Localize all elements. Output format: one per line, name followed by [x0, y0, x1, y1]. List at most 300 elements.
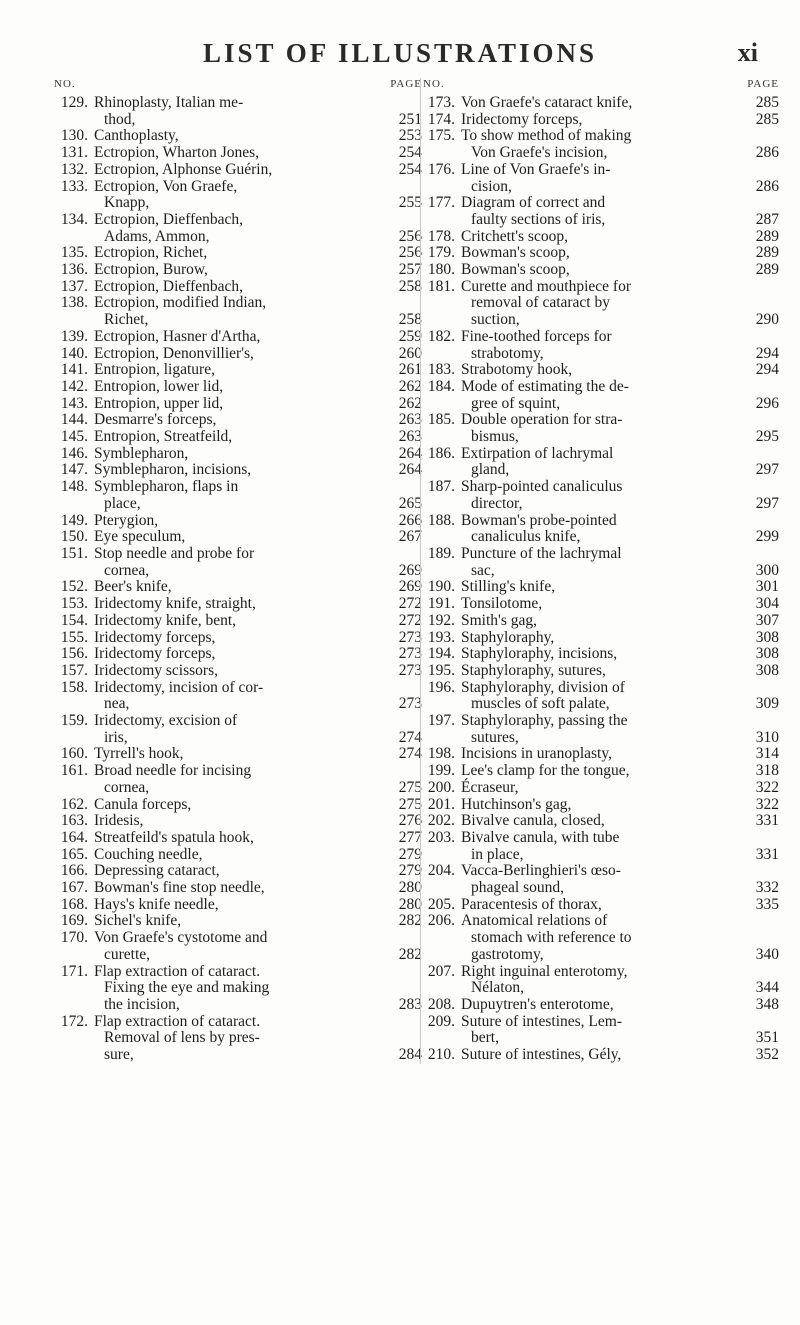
caption-line: Mode of estimating the de- — [461, 377, 629, 395]
list-item — [421, 513, 779, 546]
list-item — [421, 780, 779, 797]
figure-caption — [461, 613, 743, 630]
figure-caption — [461, 596, 743, 613]
figure-number: 160. — [60, 745, 88, 763]
page-reference: 300 — [755, 561, 779, 579]
list-item — [52, 279, 422, 296]
figure-caption — [94, 95, 386, 128]
list-item — [52, 713, 422, 746]
caption-line: Tyrrell's hook, — [94, 745, 184, 763]
figure-caption — [461, 713, 743, 746]
page-reference: 285 — [755, 94, 779, 111]
figure-number: 181. — [427, 277, 455, 295]
figure-number: 142. — [60, 377, 88, 395]
page-reference: 280 — [398, 895, 422, 913]
caption-line: Entropion, lower lid, — [94, 377, 224, 395]
caption-line: Ectropion, Wharton Jones, — [94, 144, 260, 162]
page-reference: 299 — [755, 528, 779, 546]
figure-caption — [94, 763, 386, 796]
page-reference: 280 — [398, 879, 422, 897]
figure-number: 182. — [427, 327, 455, 345]
figure-caption — [461, 195, 743, 228]
figure-number: 201. — [427, 795, 455, 813]
list-item — [421, 613, 779, 630]
page-reference: 307 — [755, 611, 779, 629]
figure-caption — [94, 746, 386, 763]
list-item — [421, 362, 779, 379]
list-item — [52, 880, 422, 897]
figure-caption — [461, 680, 743, 713]
caption-line: Sharp-pointed canaliculus — [461, 478, 623, 496]
caption-line: Flap extraction of cataract. — [94, 962, 261, 980]
page-header — [0, 32, 800, 72]
figure-number: 178. — [427, 227, 455, 245]
page-reference: 274 — [398, 745, 422, 763]
figure-number: 208. — [427, 995, 455, 1013]
list-item — [421, 446, 779, 479]
list-item — [52, 897, 422, 914]
caption-line: cornea, — [104, 778, 150, 796]
page-reference: 289 — [755, 261, 779, 279]
page-reference: 294 — [755, 344, 779, 362]
figure-caption — [94, 379, 386, 396]
list-item — [52, 245, 422, 262]
figure-number: 190. — [427, 578, 455, 596]
page-reference: 253 — [398, 127, 422, 145]
figure-caption — [461, 379, 743, 412]
figure-caption — [461, 964, 743, 997]
page-reference: 273 — [398, 628, 422, 646]
caption-line: Ectropion, Dieffenbach, — [94, 210, 244, 228]
page-reference: 279 — [398, 862, 422, 880]
figure-caption — [461, 513, 743, 546]
page-number: xi — [737, 38, 758, 67]
list-item — [421, 596, 779, 613]
figure-number: 149. — [60, 511, 88, 529]
caption-line: Richet, — [104, 311, 149, 329]
caption-line: Staphyloraphy, division of — [461, 678, 625, 696]
figure-caption — [461, 479, 743, 512]
figure-caption — [94, 162, 386, 179]
caption-line: To show method of making — [461, 127, 632, 145]
page-reference: 273 — [398, 695, 422, 713]
column-header-no: NO. — [423, 78, 445, 90]
caption-line: Line of Von Graefe's in- — [461, 160, 611, 178]
figure-number: 132. — [60, 160, 88, 178]
figure-number: 196. — [427, 678, 455, 696]
page-reference: 263 — [398, 428, 422, 446]
caption-line: Symblepharon, incisions, — [94, 461, 252, 479]
list-item — [421, 680, 779, 713]
figure-number: 187. — [427, 478, 455, 496]
figure-number: 143. — [60, 394, 88, 412]
figure-caption — [94, 613, 386, 630]
caption-line: Tonsilotome, — [461, 595, 543, 613]
caption-line: Anatomical relations of — [461, 912, 608, 930]
caption-line: Iridectomy, excision of — [94, 712, 238, 730]
page-reference: 251 — [398, 110, 422, 128]
page-reference: 289 — [755, 227, 779, 245]
figure-number: 156. — [60, 645, 88, 663]
caption-line: Bowman's scoop, — [461, 261, 570, 279]
figure-number: 186. — [427, 444, 455, 462]
caption-line: thod, — [104, 110, 136, 128]
caption-line: bismus, — [471, 428, 519, 446]
page-reference: 297 — [755, 461, 779, 479]
caption-line: Symblepharon, flaps in — [94, 478, 239, 496]
list-item — [52, 295, 422, 328]
figure-caption — [461, 95, 743, 112]
figure-number: 170. — [60, 929, 88, 947]
figure-caption — [461, 746, 743, 763]
figure-caption — [94, 446, 386, 463]
figure-number: 162. — [60, 795, 88, 813]
caption-line: strabotomy, — [471, 344, 544, 362]
figure-number: 133. — [60, 177, 88, 195]
page-reference: 348 — [755, 995, 779, 1013]
figure-caption — [94, 596, 386, 613]
caption-line: Bivalve canula, closed, — [461, 812, 605, 830]
page-reference: 254 — [398, 160, 422, 178]
page-reference: 283 — [398, 995, 422, 1013]
caption-line: Von Graefe's cataract knife, — [461, 94, 633, 111]
list-item — [52, 412, 422, 429]
figure-caption — [461, 245, 743, 262]
page-reference: 257 — [398, 261, 422, 279]
page-reference: 331 — [755, 845, 779, 863]
list-item — [421, 997, 779, 1014]
caption-line: Fine-toothed forceps for — [461, 327, 612, 345]
caption-line: canaliculus knife, — [471, 528, 581, 546]
page-reference: 272 — [398, 611, 422, 629]
list-item — [52, 262, 422, 279]
figure-caption — [461, 262, 743, 279]
page-reference: 255 — [398, 194, 422, 212]
caption-line: Depressing cataract, — [94, 862, 220, 880]
caption-line: muscles of soft palate, — [471, 695, 610, 713]
page-reference: 269 — [398, 578, 422, 596]
caption-line: Flap extraction of cataract. — [94, 1012, 261, 1030]
list-item — [421, 579, 779, 596]
caption-line: Hutchinson's gag, — [461, 795, 572, 813]
figure-caption — [94, 279, 386, 296]
page-reference: 318 — [755, 762, 779, 780]
page-reference: 294 — [755, 361, 779, 379]
figure-caption — [94, 880, 386, 897]
list-item — [421, 195, 779, 228]
list-item — [52, 813, 422, 830]
list-item — [52, 930, 422, 963]
figure-caption — [461, 162, 743, 195]
figure-caption — [94, 329, 386, 346]
list-item — [52, 913, 422, 930]
list-item — [421, 245, 779, 262]
figure-caption — [94, 179, 386, 212]
caption-line: removal of cataract by — [471, 294, 610, 312]
figure-number: 195. — [427, 661, 455, 679]
figure-number: 191. — [427, 595, 455, 613]
list-item — [421, 112, 779, 129]
caption-line: Iridectomy scissors, — [94, 661, 218, 679]
page-reference: 277 — [398, 828, 422, 846]
list-item — [52, 830, 422, 847]
caption-line: Iridesis, — [94, 812, 144, 830]
list-item — [421, 229, 779, 246]
figure-caption — [461, 897, 743, 914]
caption-line: Ectropion, Alphonse Guérin, — [94, 160, 273, 178]
figure-caption — [94, 630, 386, 647]
caption-line: bert, — [471, 1029, 499, 1047]
caption-line: Adams, Ammon, — [104, 227, 210, 245]
column-header-no: NO. — [54, 78, 76, 90]
caption-line: Bowman's fine stop needle, — [94, 879, 265, 897]
figure-number: 136. — [60, 261, 88, 279]
page-reference: 273 — [398, 645, 422, 663]
figure-number: 147. — [60, 461, 88, 479]
figure-caption — [461, 112, 743, 129]
page-reference: 286 — [755, 144, 779, 162]
figure-number: 165. — [60, 845, 88, 863]
page-reference: 297 — [755, 494, 779, 512]
figure-caption — [94, 897, 386, 914]
caption-line: Dupuytren's enterotome, — [461, 995, 614, 1013]
caption-line: Critchett's scoop, — [461, 227, 568, 245]
figure-number: 153. — [60, 595, 88, 613]
caption-line: Hays's knife needle, — [94, 895, 219, 913]
figure-caption — [461, 830, 743, 863]
list-item — [52, 646, 422, 663]
caption-line: gland, — [471, 461, 510, 479]
caption-line: Iridectomy knife, bent, — [94, 611, 237, 629]
figure-number: 197. — [427, 712, 455, 730]
page-reference: 275 — [398, 778, 422, 796]
figure-number: 207. — [427, 962, 455, 980]
page-reference: 254 — [398, 144, 422, 162]
list-item — [421, 663, 779, 680]
figure-number: 198. — [427, 745, 455, 763]
page-reference: 269 — [398, 561, 422, 579]
caption-line: Nélaton, — [471, 979, 524, 997]
figure-number: 199. — [427, 762, 455, 780]
caption-line: Ectropion, Burow, — [94, 261, 208, 279]
figure-number: 141. — [60, 361, 88, 379]
figure-caption — [461, 329, 743, 362]
list-item — [52, 847, 422, 864]
figure-caption — [94, 930, 386, 963]
figure-caption — [461, 446, 743, 479]
figure-number: 205. — [427, 895, 455, 913]
caption-line: Staphyloraphy, passing the — [461, 712, 628, 730]
list-item — [421, 329, 779, 362]
figure-caption — [94, 1014, 386, 1064]
caption-line: Ectropion, Richet, — [94, 244, 208, 262]
list-item — [52, 529, 422, 546]
list-item — [52, 746, 422, 763]
page-reference: 272 — [398, 595, 422, 613]
page-reference: 282 — [398, 912, 422, 930]
caption-line: Bowman's probe-pointed — [461, 511, 617, 529]
caption-line: Broad needle for incising — [94, 762, 252, 780]
caption-line: Extirpation of lachrymal — [461, 444, 614, 462]
caption-line: Canthoplasty, — [94, 127, 179, 145]
caption-line: phageal sound, — [471, 879, 564, 897]
caption-line: Iridectomy, incision of cor- — [94, 678, 264, 696]
list-item — [52, 128, 422, 145]
figure-number: 131. — [60, 144, 88, 162]
list-item — [421, 1047, 779, 1064]
page-reference: 279 — [398, 845, 422, 863]
caption-line: Double operation for stra- — [461, 411, 623, 429]
figure-caption — [94, 680, 386, 713]
figure-caption — [94, 847, 386, 864]
list-item — [421, 913, 779, 963]
column-header-page: PAGE — [390, 78, 422, 90]
list-item — [52, 379, 422, 396]
figure-number: 202. — [427, 812, 455, 830]
list-item — [421, 379, 779, 412]
page-reference: 340 — [755, 945, 779, 963]
figure-caption — [94, 346, 386, 363]
figure-number: 146. — [60, 444, 88, 462]
figure-caption — [94, 663, 386, 680]
page-reference: 256 — [398, 227, 422, 245]
list-item — [52, 145, 422, 162]
figure-caption — [461, 229, 743, 246]
page-reference: 258 — [398, 277, 422, 295]
caption-line: Beer's knife, — [94, 578, 172, 596]
figure-number: 166. — [60, 862, 88, 880]
page-reference: 262 — [398, 394, 422, 412]
figure-caption — [94, 863, 386, 880]
caption-line: iris, — [104, 728, 128, 746]
caption-line: Von Graefe's cystotome and — [94, 929, 268, 947]
page-reference: 331 — [755, 812, 779, 830]
page-reference: 351 — [755, 1029, 779, 1047]
caption-line: Diagram of correct and — [461, 194, 606, 212]
figure-number: 175. — [427, 127, 455, 145]
page-reference: 308 — [755, 645, 779, 663]
figure-number: 145. — [60, 428, 88, 446]
figure-number: 140. — [60, 344, 88, 362]
list-item — [52, 462, 422, 479]
caption-line: cornea, — [104, 561, 150, 579]
list-item — [52, 579, 422, 596]
figure-number: 210. — [427, 1046, 455, 1064]
figure-number: 159. — [60, 712, 88, 730]
page-reference: 295 — [755, 428, 779, 446]
page-reference: 275 — [398, 795, 422, 813]
figure-caption — [94, 579, 386, 596]
figure-number: 134. — [60, 210, 88, 228]
caption-line: cision, — [471, 177, 512, 195]
list-item — [52, 212, 422, 245]
caption-line: in place, — [471, 845, 524, 863]
figure-caption — [94, 646, 386, 663]
figure-caption — [461, 1014, 743, 1047]
caption-line: stomach with reference to — [471, 929, 632, 947]
page-reference: 287 — [755, 210, 779, 228]
figure-caption — [94, 913, 386, 930]
caption-line: Staphyloraphy, incisions, — [461, 645, 618, 663]
figure-caption — [94, 797, 386, 814]
caption-line: director, — [471, 494, 523, 512]
page-reference: 276 — [398, 812, 422, 830]
figure-number: 185. — [427, 411, 455, 429]
page-reference: 264 — [398, 461, 422, 479]
page-reference: 310 — [755, 728, 779, 746]
caption-line: Lee's clamp for the tongue, — [461, 762, 630, 780]
column-header-page: PAGE — [747, 78, 779, 90]
page-reference: 335 — [755, 895, 779, 913]
figure-number: 150. — [60, 528, 88, 546]
page-reference: 296 — [755, 394, 779, 412]
page-reference: 265 — [398, 494, 422, 512]
figure-number: 158. — [60, 678, 88, 696]
figure-caption — [94, 262, 386, 279]
caption-line: Strabotomy hook, — [461, 361, 573, 379]
list-item — [421, 1014, 779, 1047]
list-item — [421, 964, 779, 997]
figure-caption — [461, 412, 743, 445]
caption-line: Écraseur, — [461, 778, 519, 796]
caption-line: Ectropion, Hasner d'Artha, — [94, 327, 261, 345]
caption-line: nea, — [104, 695, 130, 713]
caption-line: Iridectomy forceps, — [94, 628, 216, 646]
caption-line: Ectropion, Denonvillier's, — [94, 344, 254, 362]
figure-number: 176. — [427, 160, 455, 178]
right-column — [420, 78, 779, 1064]
list-item — [52, 680, 422, 713]
column-header — [421, 78, 779, 95]
figure-caption — [94, 412, 386, 429]
figure-caption — [94, 529, 386, 546]
caption-line: Rhinoplasty, Italian me- — [94, 94, 244, 111]
list-item — [52, 446, 422, 463]
caption-line: Stilling's knife, — [461, 578, 556, 596]
caption-line: Suture of intestines, Gély, — [461, 1046, 622, 1064]
figure-number: 167. — [60, 879, 88, 897]
figure-caption — [461, 646, 743, 663]
page-reference: 284 — [398, 1046, 422, 1064]
figure-number: 151. — [60, 544, 88, 562]
figure-number: 148. — [60, 478, 88, 496]
figure-number: 177. — [427, 194, 455, 212]
caption-line: sutures, — [471, 728, 519, 746]
list-item — [421, 279, 779, 329]
list-item — [52, 329, 422, 346]
figure-number: 161. — [60, 762, 88, 780]
figure-number: 157. — [60, 661, 88, 679]
page-reference: 308 — [755, 628, 779, 646]
list-item — [421, 162, 779, 195]
list-item — [421, 479, 779, 512]
page-reference: 260 — [398, 344, 422, 362]
figure-caption — [461, 913, 743, 963]
figure-number: 144. — [60, 411, 88, 429]
page-reference: 344 — [755, 979, 779, 997]
figure-caption — [461, 797, 743, 814]
figure-number: 169. — [60, 912, 88, 930]
caption-line: Symblepharon, — [94, 444, 189, 462]
figure-caption — [94, 479, 386, 512]
figure-number: 204. — [427, 862, 455, 880]
caption-line: Ectropion, Von Graefe, — [94, 177, 238, 195]
caption-line: Iridectomy knife, straight, — [94, 595, 256, 613]
caption-line: Eye speculum, — [94, 528, 186, 546]
caption-line: Fixing the eye and making — [104, 979, 270, 997]
page-reference: 266 — [398, 511, 422, 529]
figure-caption — [94, 295, 386, 328]
